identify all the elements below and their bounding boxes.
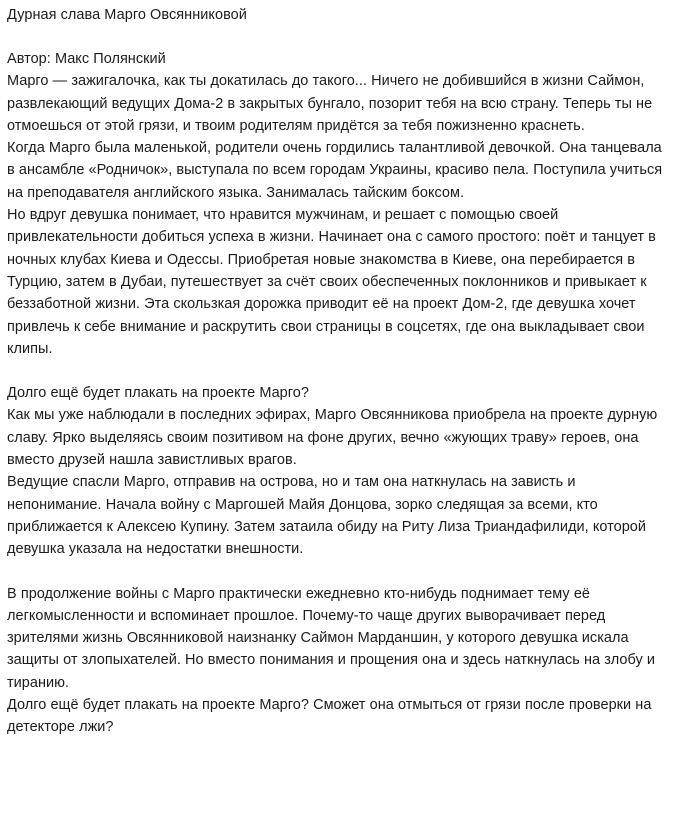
block-gap-1 <box>7 360 663 382</box>
paragraph-section-three-1: В продолжение войны с Марго практически ежедневно кто-нибудь поднимает тему её легкомысленности и вспоминает прошлое. Почему-то чаще других выворачивает перед зрителями жизнь Овсянниковой наизнанку Саймон Марданшин, у которого девушка искала защиты от злопыхателей. Но вместо понимания и прощения она и здесь наткнулась на злобу и тиранию. <box>7 585 656 691</box>
paragraph-section-three-2: Долго ещё будет плакать на проекте Марго? Сможет она отмыться от грязи после проверки на детекторе лжи? <box>7 697 652 736</box>
paragraph-intro-1: Марго — зажигалочка, как ты докатилась до такого... Ничего не добившийся в жизни Саймон, развлекающий ведущих Дома-2 в закрытых бунгало, позорит тебя на всю страну. Теперь ты не отмоешься от этой грязи, и твоим родителям придётся за тебя пожизненно краснеть. <box>7 73 653 134</box>
page-title: Дурная слава Марго Овсянниковой <box>7 7 247 23</box>
article-byline: Автор: Макс Полянский <box>7 51 166 67</box>
block-gap-2 <box>7 561 663 583</box>
section-heading-question-1: Долго ещё будет плакать на проекте Марго? <box>7 385 309 402</box>
paragraph-intro-3: Но вдруг девушка понимает, что нравится мужчинам, и решает с помощью своей привлекательности добиться успеха в жизни. Начинает она с самого простого: поёт и танцует в ночных клубах Киева и Одессы. Приобретая новые знакомства в Киеве, она перебирается в Турцию, затем в Дубаи, путешествует за счёт своих обеспеченных поклонников и привыкает к беззаботной жизни. Эта скользкая дорожка приводит её на проект Дом-2, где девушка хочет привлечь к себе внимание и раскрутить свои страницы в соцсетях, где она выкладывает свои клипы. <box>7 207 656 357</box>
paragraph-intro-2: Когда Марго была маленькой, родители очень гордились талантливой девочкой. Она танцевала в ансамбле «Родничок», выступала по всем городам Украины, красиво пела. Поступила учиться на преподавателя английского языка. Занималась тайским боксом. <box>7 140 663 201</box>
title-spacer <box>7 26 663 48</box>
paragraph-section-two-2: Ведущие спасли Марго, отправив на острова, но и там она наткнулась на зависть и непонимание. Начала войну с Маргошей Майя Донцова, зорко следящая за всеми, кто приближается к Алексею Купину. Затем затаила обиду на Риту Лиза Триандафилиди, которой девушка указала на недостатки внешности. <box>7 474 646 558</box>
paragraph-section-two-1: Как мы уже наблюдали в последних эфирах, Марго Овсянникова приобрела на проекте дурную славу. Ярко выделяясь своим позитивом на фоне других, вечно «жующих траву» героев, она вместо друзей нашла завистливых врагов. <box>7 407 658 469</box>
